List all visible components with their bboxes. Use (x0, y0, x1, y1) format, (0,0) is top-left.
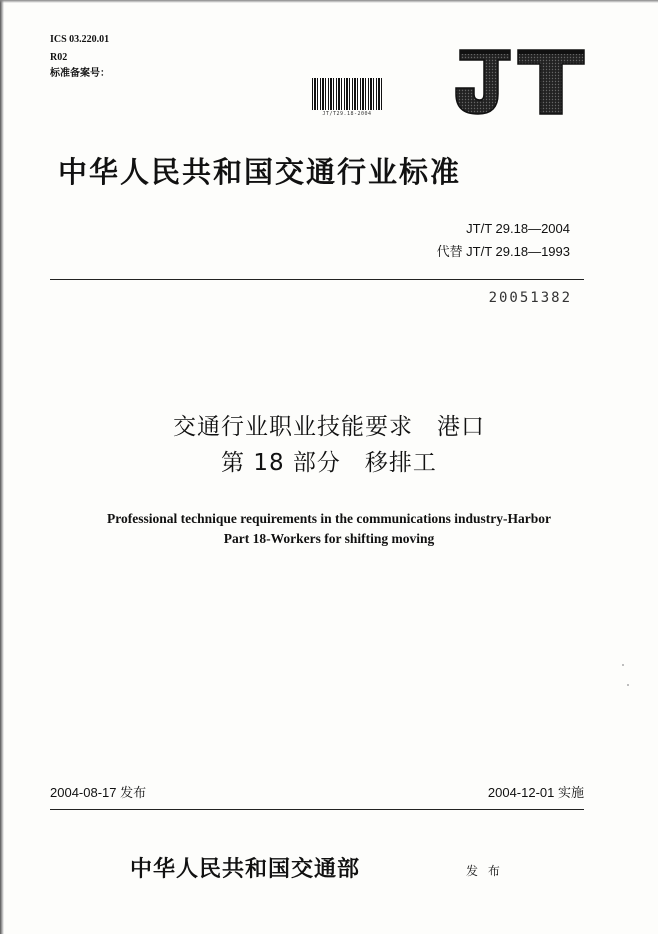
registration-number: 20051382 (488, 290, 572, 306)
standard-code: JT/T 29.18—2004 (466, 221, 570, 236)
publisher-name: 中华人民共和国交通部 (130, 856, 361, 882)
publish-action: 发 布 (466, 864, 503, 878)
effective-date: 2004-12-01 实施 (487, 785, 584, 800)
title-cn-line2: 第 18 部分 移排工 (221, 450, 437, 476)
scan-speck (627, 684, 629, 686)
divider-top (50, 279, 584, 280)
main-title: 中华人民共和国交通行业标准 (58, 155, 462, 189)
jt-logo-graphic (452, 44, 588, 120)
divider-bottom (50, 809, 584, 810)
barcode (312, 78, 382, 118)
issue-date: 2004-08-17 发布 (50, 785, 147, 800)
title-cn-line1: 交通行业职业技能要求 港口 (173, 414, 485, 440)
filing-number-label: 标准备案号： (50, 68, 110, 79)
classification-code: R02 (50, 52, 68, 63)
title-en-line1: Professional technique requirements in the communications industry-Harbor (106, 511, 551, 526)
scan-edge-top (0, 0, 658, 3)
ics-code: ICS 03.220.01 (50, 34, 110, 45)
title-en-line2: Part 18-Workers for shifting moving (223, 531, 435, 546)
replaced-standard: 代替 JT/T 29.18—1993 (436, 244, 570, 259)
scan-speck (622, 664, 624, 666)
jt-logo (452, 44, 588, 120)
barcode-text: JT/T29.18-2004 (322, 111, 372, 117)
barcode-bars (312, 78, 382, 110)
